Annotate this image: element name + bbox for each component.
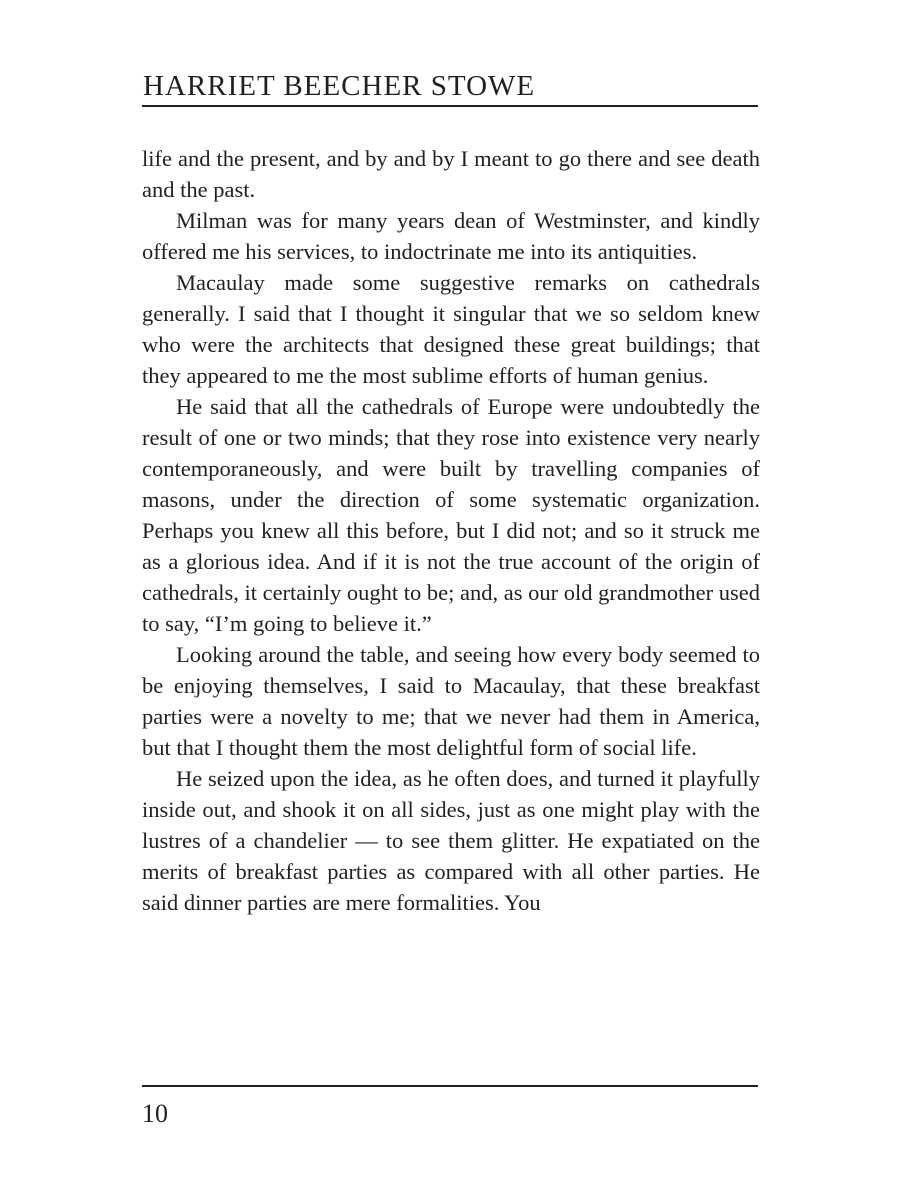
header-rule (142, 105, 758, 107)
page-number: 10 (142, 1099, 168, 1128)
paragraph-4: He said that all the cathedrals of Europe were undoubtedly the result of one or two minds; that they rose into existence very nearly contemporaneously, and were built by travelling companies of masons, under the direction of some systematic organization. Perhaps you knew all this before, but I did not; and so it struck me as a glorious idea. And if it is not the true account of the origin of cathedrals, it certainly ought to be; and, as our old grandmother used to say, “I’m going to believe it.” (142, 394, 760, 636)
paragraph-6: He seized upon the idea, as he often does, and turned it playfully inside out, and shook it on all sides, just as one might play with the lustres of a chandelier — to see them glitter. He expatiated on the merits of breakfast parties as compared with all other parties. He said dinner parties are mere formalities. You (142, 766, 760, 915)
paragraph-1: life and the present, and by and by I meant to go there and see death and the past. (142, 146, 760, 202)
paragraph-3: Macaulay made some suggestive remarks on cathedrals generally. I said that I thought it singular that we so seldom knew who were the architects that designed these great buildings; that they appeared to me the most sublime efforts of human genius. (142, 270, 760, 388)
footer-rule (142, 1085, 758, 1087)
body-text (142, 143, 760, 918)
paragraph-2: Milman was for many years dean of Westminster, and kindly offered me his services, to indoctrinate me into its antiquities. (142, 208, 760, 264)
running-head-title: HARRIET BEECHER STOWE (143, 70, 536, 102)
paragraph-5: Looking around the table, and seeing how every body seemed to be enjoying themselves, I said to Macaulay, that these breakfast parties were a novelty to me; that we never had them in America, but that I thought them the most delightful form of social life. (142, 642, 760, 760)
